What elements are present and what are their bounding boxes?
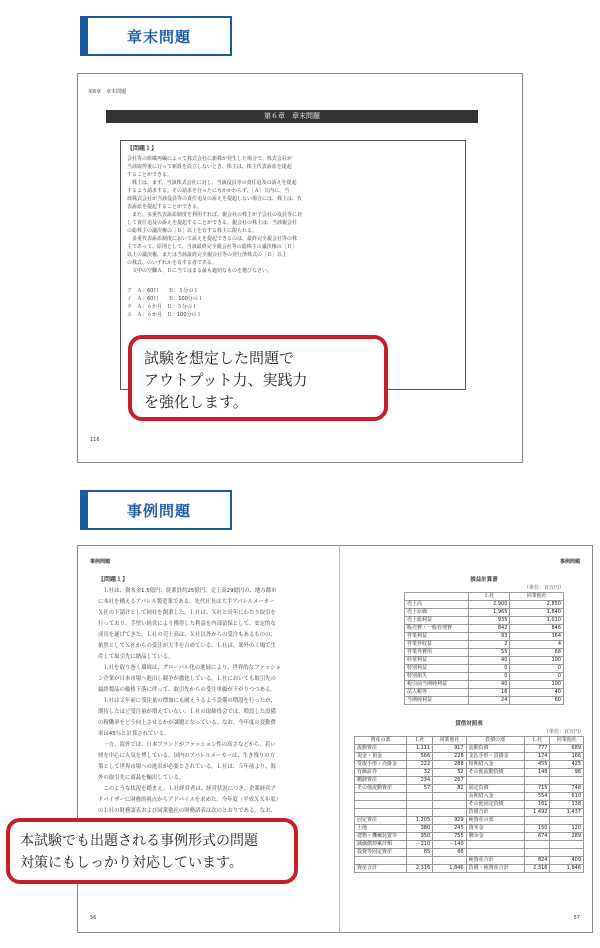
bs-row	[355, 745, 584, 753]
bs-item: 土地	[355, 825, 407, 833]
bs-h-l2: Ｌ社	[524, 737, 550, 745]
bs-row	[355, 801, 584, 809]
body-line: 主であって、原則として、当該最終完全親会社等の総株主の議決権の［Ｂ］	[127, 244, 297, 250]
pl-value: 100	[510, 681, 564, 689]
bs-row	[355, 865, 584, 873]
case-line: 一方、海外では、日本ブランドがファッション性の高さなどから、若い	[98, 742, 276, 748]
case-right-page	[339, 545, 593, 933]
case-line: 成長を遂げてきた。Ｌ社の売上高は、Ｘ社以外からの受注もあるものの、	[98, 632, 276, 638]
pl-value: 55	[469, 649, 510, 657]
pl-value: 0	[510, 673, 564, 681]
body-line: 文中の空欄Ａ、Ｂに当てはまる最も適切なものを選びなさい。	[127, 268, 273, 274]
pl-item: 特別利益	[405, 665, 469, 673]
bs-value: 52	[433, 769, 466, 777]
bs-item	[355, 809, 407, 817]
pl-row	[405, 697, 564, 705]
bs-item: 棚卸資産	[355, 777, 407, 785]
case-line: のＬ社の財務諸表および同業他社の財務諸表は次のとおりである。なお、	[98, 808, 276, 814]
bs-value	[524, 841, 550, 849]
bs-value: 689	[550, 745, 584, 753]
bs-value: 1,111	[407, 745, 433, 753]
bs-item: 資産合計	[355, 865, 407, 873]
bs-value: 1,846	[550, 865, 584, 873]
pl-row	[405, 673, 564, 681]
pl-col-r: 同業他社	[510, 593, 564, 601]
bs-item: 短期借入金	[466, 761, 524, 769]
bs-row	[355, 825, 584, 833]
body-line: 当該取得後に行って新設を設立しないとき、株主は、株主代表訴訟を提起	[127, 164, 292, 170]
bs-value	[524, 817, 550, 825]
bs-value: 98	[550, 769, 584, 777]
pl-value: 1,010	[510, 617, 564, 625]
bs-row	[355, 761, 584, 769]
pl-item: 営業外費用	[405, 649, 469, 657]
bs-value: 1,205	[407, 817, 433, 825]
bs-value: 85	[407, 849, 433, 857]
bs-item: 固定資産	[355, 817, 407, 825]
case-line: Ｌ社を取り巻く環境は、グローバル化の進展により、世界的なファッショ	[98, 665, 281, 671]
body-line: 以上の議決権、または当該最終完全親会社等の発行済株式の［Ｂ］以上	[127, 252, 288, 258]
bs-row	[355, 753, 584, 761]
body-line: することができる。	[127, 172, 173, 178]
body-line: また、多重代表訴訟制度を利用すれば、親会社の株主が子会社の役員等に対	[127, 212, 303, 218]
bs-value: 288	[433, 761, 466, 769]
bs-value: 245	[433, 825, 466, 833]
pl-row	[405, 617, 564, 625]
right-page-number: 57	[573, 915, 580, 921]
callout-case-questions	[6, 818, 298, 884]
pl-value: 40	[510, 689, 564, 697]
callout-line: アウトプット力、実践力	[144, 371, 308, 389]
pl-value: 0	[510, 665, 564, 673]
pl-unit: （単位：百万円）	[523, 585, 564, 591]
case-question-title: 【問題１】	[98, 576, 129, 583]
bs-item: 流動資産	[355, 745, 407, 753]
bs-item	[466, 777, 524, 785]
bs-value: 174	[524, 753, 550, 761]
case-line: 依然としてＸ社からの受注が大半を占めている。Ｌ社は、郊外の工場で生	[98, 643, 276, 649]
section-tab-label: 章末問題	[126, 27, 191, 46]
bs-value: 66	[433, 849, 466, 857]
case-line: Ｌ社は２年前に受注量の増加にも耐えうるよう設備の増設を行ったが、	[98, 698, 276, 704]
bs-value: －140	[433, 841, 466, 849]
bs-value	[433, 793, 466, 801]
bs-value: 228	[433, 753, 466, 761]
bs-value: 32	[407, 769, 433, 777]
bs-value: 554	[524, 793, 550, 801]
bs-value	[550, 849, 584, 857]
case-line: 率は45％と計算されている。	[98, 731, 170, 737]
case-line: 策として世界市場への進出が必要とされている。Ｌ社は、５年前より、海	[98, 764, 276, 770]
bs-item: 純資産合計	[466, 857, 524, 865]
bs-value: 409	[550, 857, 584, 865]
pl-value: 93	[469, 633, 510, 641]
pl-table	[404, 592, 564, 705]
bs-value: 455	[524, 761, 550, 769]
pl-value: 842	[469, 625, 510, 633]
bs-table	[354, 736, 584, 873]
bs-item: 剰余金	[466, 833, 524, 841]
bs-item: その他固定負債	[466, 801, 524, 809]
pl-value: 68	[510, 649, 564, 657]
bs-value: 777	[524, 745, 550, 753]
pl-value: 4	[510, 641, 564, 649]
bs-value: 748	[550, 785, 584, 793]
bs-value: 715	[524, 785, 550, 793]
case-body	[98, 586, 330, 828]
bs-value: 917	[433, 745, 466, 753]
bs-value: 148	[524, 769, 550, 777]
bs-item: 長期借入金	[466, 793, 524, 801]
choice-a: ア Ａ：60日 Ｂ：５分の１	[127, 288, 199, 294]
pl-item: 売上総利益	[405, 617, 469, 625]
bs-unit: （単位：百万円）	[543, 729, 584, 735]
bs-row	[355, 769, 584, 777]
pl-item: 法人税等	[405, 689, 469, 697]
bs-row	[355, 785, 584, 793]
pl-item: 販売費・一般管理費	[405, 625, 469, 633]
pl-title: 損益計算書	[470, 577, 498, 583]
body-line: 該株式会社が当該役員等の責任追及の訴えを提起しない場合には、株主は、代	[127, 196, 303, 202]
case-line: 期待したほど受注量が増えていない。Ｌ社の取締役会では、増設した設備	[98, 709, 276, 715]
bs-row	[355, 833, 584, 841]
pl-value: 1,965	[469, 609, 510, 617]
bs-value: 161	[524, 801, 550, 809]
bs-h-left: 資産の部	[355, 737, 407, 745]
bs-value: 267	[433, 777, 466, 785]
bs-item: 負債・純資産合計	[466, 865, 524, 873]
callout-line: を強化します。	[144, 393, 248, 411]
left-running-header: 事例問題	[90, 559, 111, 565]
choice-e: エ Ａ：６か月 Ｂ：100分の１	[127, 312, 202, 318]
pl-row	[405, 657, 564, 665]
bs-value: 824	[524, 857, 550, 865]
pl-row	[405, 689, 564, 697]
body-line: 表訴訟を提起することができる。	[127, 204, 203, 210]
bs-header-row	[355, 737, 584, 745]
bs-row	[355, 793, 584, 801]
bs-value	[433, 801, 466, 809]
pl-value: 1,840	[510, 609, 564, 617]
page-number: 116	[90, 437, 100, 443]
body-line: して責任追及の訴えを提起することができる。親会社の株主は、当該親会社	[127, 220, 298, 226]
pl-item: 当期純利益	[405, 697, 469, 705]
bs-h-r2: 同業他社	[550, 737, 584, 745]
section-tab-label: 事例問題	[126, 501, 191, 520]
bs-value: 57	[407, 785, 433, 793]
bs-value: 222	[407, 761, 433, 769]
bs-value: 2,316	[407, 865, 433, 873]
bs-h-right: 負債の部	[466, 737, 524, 745]
body-line: するよう請求する。その請求を行ったにもかかわらず、［Ａ］日内に、当	[127, 188, 290, 194]
bs-item	[466, 849, 524, 857]
pl-row	[405, 633, 564, 641]
bs-value	[550, 817, 584, 825]
left-page-number: 56	[90, 915, 97, 921]
section-tab-chapter-questions	[80, 16, 232, 56]
bs-item: 現金・預金	[355, 753, 407, 761]
bs-value	[550, 841, 584, 849]
pl-item: 営業利益	[405, 633, 469, 641]
bs-item: その他流動資産	[355, 785, 407, 793]
bs-item	[355, 793, 407, 801]
case-line: の稼働率をどう向上させるかが課題となっている。なお、今年度の変動費	[98, 720, 276, 726]
body-line: の株式、のいずれかを有する者である。	[127, 260, 218, 266]
case-line: 産して取引先に納品している。	[98, 654, 174, 660]
bs-value: 566	[407, 753, 433, 761]
bs-value	[524, 777, 550, 785]
bs-value: 929	[433, 817, 466, 825]
bs-value: 950	[407, 833, 433, 841]
bs-item: その他流動負債	[466, 769, 524, 777]
bs-item: 有価証券	[355, 769, 407, 777]
question-title: 【問題１】	[127, 145, 158, 152]
bs-value	[550, 777, 584, 785]
bs-value	[407, 801, 433, 809]
bs-item: 減価償却累計額	[355, 841, 407, 849]
callout-line: 対策にもしっかり対応しています。	[20, 855, 243, 871]
body-line: 会社等の組織再編によって株式会社に新株が発生した場合で、株式会社が	[127, 156, 292, 162]
choice-u: ウ Ａ：６か月 Ｂ：５分の１	[127, 304, 198, 310]
pl-value: 0	[469, 673, 510, 681]
case-line: Ｘ社の下請けとして同社を創業した。Ｌ社は、Ｘ社と長年にわたり取引を	[98, 610, 276, 616]
pl-row	[405, 641, 564, 649]
page-running-header: 第6章 章末問題	[88, 89, 127, 95]
bs-title: 貸借対照表	[455, 721, 483, 727]
bs-row	[355, 809, 584, 817]
bs-item: 投資等固定資産	[355, 849, 407, 857]
bs-value: 674	[524, 833, 550, 841]
pl-row	[405, 601, 564, 609]
bs-value: 610	[550, 793, 584, 801]
bs-value	[433, 809, 466, 817]
question-body	[127, 155, 459, 275]
bs-item	[355, 857, 407, 865]
bs-value	[524, 849, 550, 857]
pl-value: 2,900	[469, 601, 510, 609]
bs-h-l: Ｌ社	[407, 737, 433, 745]
pl-item: 経常利益	[405, 657, 469, 665]
bs-value: 380	[407, 825, 433, 833]
bs-value: 120	[550, 825, 584, 833]
bs-item: 建物・機械装置等	[355, 833, 407, 841]
bs-item	[466, 841, 524, 849]
case-line: に本社を構えるアパレル製造業である。先代社長は大手アパレルメーカー	[98, 599, 275, 605]
case-line: 最終製品の価格下落に伴って、取引先からの受注単価が下がりつつある。	[98, 687, 276, 693]
pl-value: 164	[510, 633, 564, 641]
pl-col-l: Ｌ社	[469, 593, 510, 601]
bs-item: 資本金	[466, 825, 524, 833]
callout-practice-questions	[128, 335, 388, 421]
pl-item: 税引前当期純利益	[405, 681, 469, 689]
bs-value	[407, 809, 433, 817]
body-line: 株主は、まず、当該株式会社に対し、当該役員等の責任追及の訴えを提起	[127, 180, 297, 186]
income-statement	[404, 576, 564, 705]
pl-value: 935	[469, 617, 510, 625]
chapter-title-bar: 第６章 章末問題	[106, 110, 478, 123]
bs-value: 82	[433, 785, 466, 793]
case-line: Ｌ社は、資本金1.5億円、従業員約25億円、売上高29億円の、地方都市	[98, 588, 277, 594]
bs-value: 2,316	[524, 865, 550, 873]
bs-item: 受取手形・売掛金	[355, 761, 407, 769]
bs-row	[355, 777, 584, 785]
bs-item: 支払手形・買掛金	[466, 753, 524, 761]
bs-value: 425	[550, 761, 584, 769]
pl-item: 売上原価	[405, 609, 469, 617]
case-line: 層を中心に人気を博している。国内のアパレルメーカーは、生き残りの方	[98, 753, 276, 759]
bs-item: 流動負債	[466, 745, 524, 753]
bs-item	[355, 801, 407, 809]
bs-value: 166	[550, 753, 584, 761]
pl-value: 24	[469, 697, 510, 705]
case-line: 行っており、手堅い経営により獲得した利益を内部留保として、安定的な	[98, 621, 276, 627]
bs-value: 755	[433, 833, 466, 841]
case-line: ドバイザーに財務的視点からアドバイスを求めた。今年度（平成ＸＸ年度）	[98, 797, 282, 803]
choice-i: イ Ａ：60日 Ｂ：100分の１	[127, 296, 203, 302]
pl-row	[405, 609, 564, 617]
pl-item: 売上高	[405, 601, 469, 609]
bs-value: 289	[550, 833, 584, 841]
case-line: 外の取引先に商品を輸出している。	[98, 775, 185, 781]
pl-row	[405, 681, 564, 689]
case-line: このような状況を踏まえ、Ｌ社経営者は、経営状況につき、企業経営ア	[98, 786, 276, 792]
pl-header-row	[405, 593, 564, 601]
bs-value	[433, 857, 466, 865]
pl-row	[405, 649, 564, 657]
bs-value: 138	[550, 801, 584, 809]
body-line: 多重代表訴訟制度において訴えを提起できるのは、最終完全親会社等の株	[127, 236, 298, 242]
pl-value: 0	[469, 665, 510, 673]
section-tab-case-questions	[80, 490, 232, 530]
bs-value: 1,846	[433, 865, 466, 873]
answer-choices	[127, 287, 459, 319]
bs-value: 1,492	[524, 809, 550, 817]
callout-line: 試験を想定した問題で	[144, 349, 295, 367]
bs-value	[407, 857, 433, 865]
bs-value: 150	[524, 825, 550, 833]
bs-value: －210	[407, 841, 433, 849]
bs-h-r: 同業他社	[433, 737, 466, 745]
pl-value: 2	[469, 641, 510, 649]
pl-value: 2,850	[510, 601, 564, 609]
balance-sheet	[354, 720, 584, 873]
bs-value: 1,437	[550, 809, 584, 817]
pl-value: 16	[469, 689, 510, 697]
pl-item: 特別損失	[405, 673, 469, 681]
case-line: ン企業が日本市場へ進出し競争が激化している。Ｌ社においても取引先の	[98, 676, 276, 682]
pl-value: 40	[469, 657, 510, 665]
pl-value: 40	[469, 681, 510, 689]
pl-row	[405, 665, 564, 673]
pl-value: 846	[510, 625, 564, 633]
right-running-header: 事例問題	[559, 559, 580, 565]
bs-row	[355, 817, 584, 825]
body-line: の総株主の議決権の［Ｂ］以上を有する株主に限られる。	[127, 228, 258, 234]
pl-item: 営業外収益	[405, 641, 469, 649]
bs-value: 234	[407, 777, 433, 785]
bs-value	[407, 793, 433, 801]
bs-item: 純資産の部	[466, 817, 524, 825]
callout-line: 本試験でも出題される事例形式の問題	[20, 833, 258, 849]
bs-item: 固定負債	[466, 785, 524, 793]
bs-row	[355, 841, 584, 849]
bs-item: 負債合計	[466, 809, 524, 817]
bs-row	[355, 849, 584, 857]
pl-value: 100	[510, 657, 564, 665]
bs-row	[355, 857, 584, 865]
pl-value: 60	[510, 697, 564, 705]
pl-row	[405, 625, 564, 633]
